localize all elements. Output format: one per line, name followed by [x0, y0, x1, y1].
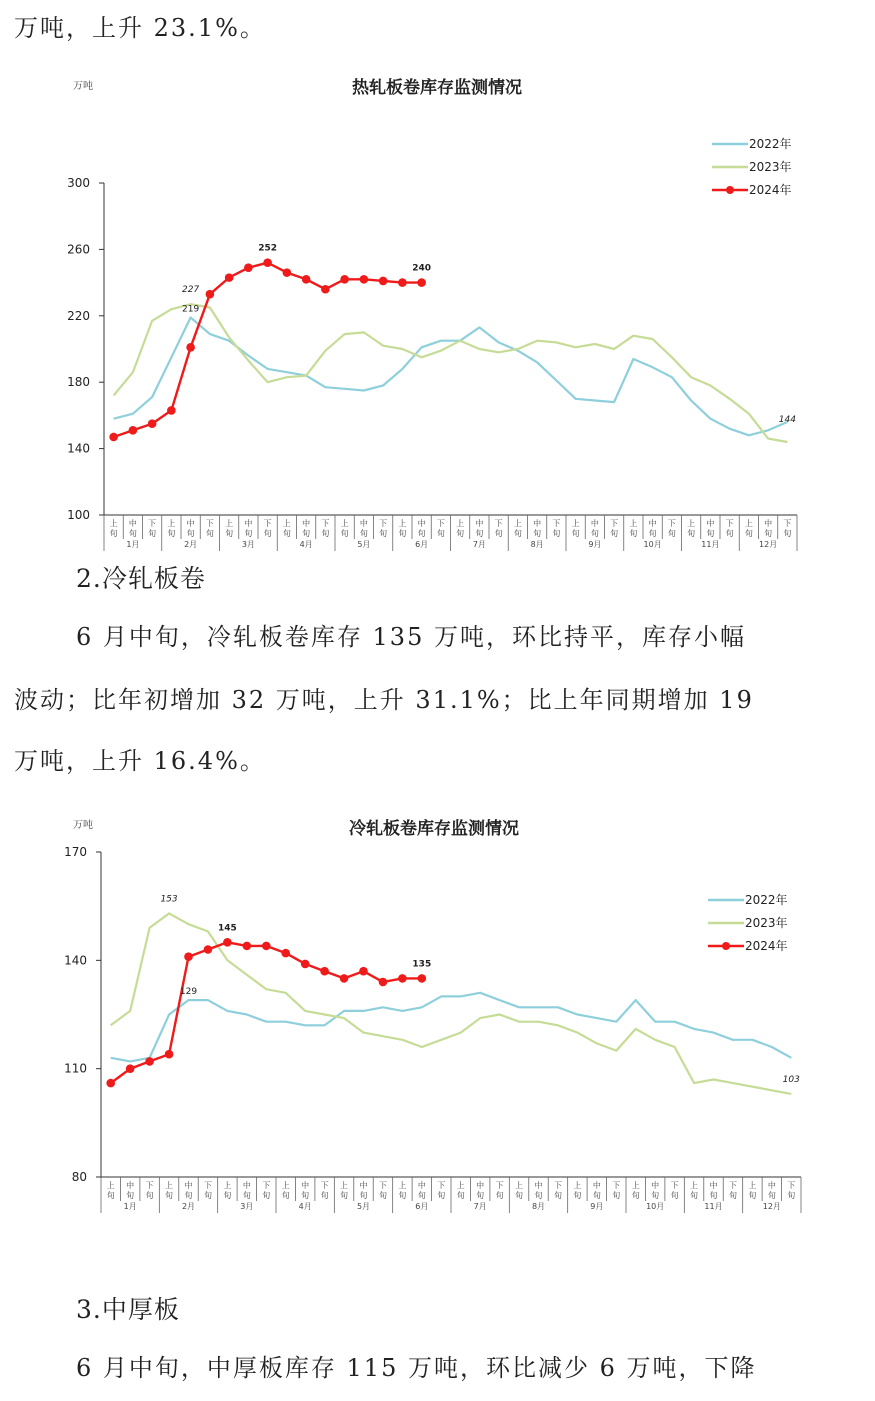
x-tick-label: 上	[748, 1181, 757, 1190]
x-tick-label: 旬	[436, 529, 445, 538]
x-tick-label: 旬	[417, 529, 426, 538]
data-point	[360, 275, 369, 284]
x-tick-label: 中	[417, 519, 426, 528]
x-month-label: 5月	[357, 540, 371, 549]
x-tick-label: 上	[223, 1181, 232, 1190]
x-month-label: 7月	[473, 1202, 487, 1211]
data-point	[418, 974, 427, 983]
series-line-2	[114, 304, 788, 442]
x-tick-label: 下	[436, 519, 445, 528]
series-line-3	[114, 263, 422, 437]
x-tick-label: 下	[553, 1181, 562, 1190]
x-tick-label: 旬	[242, 1191, 251, 1200]
legend-label: 2024年	[745, 939, 788, 953]
data-label: 219	[182, 304, 200, 315]
x-month-label: 1月	[123, 1202, 137, 1211]
x-tick-label: 旬	[610, 529, 619, 538]
x-tick-label: 下	[379, 519, 388, 528]
x-tick-label: 下	[552, 519, 561, 528]
data-point	[398, 278, 407, 287]
hot-rolled-chart	[0, 65, 875, 565]
x-tick-label: 下	[145, 1181, 154, 1190]
x-tick-label: 旬	[321, 529, 330, 538]
data-point	[320, 967, 329, 976]
x-tick-label: 旬	[709, 1191, 718, 1200]
x-tick-label: 下	[725, 519, 734, 528]
x-tick-label: 旬	[205, 529, 214, 538]
x-tick-label: 中	[592, 1181, 601, 1190]
x-tick-label: 旬	[648, 529, 657, 538]
x-tick-label: 中	[301, 1181, 310, 1190]
data-point	[206, 290, 215, 299]
x-tick-label: 下	[495, 1181, 504, 1190]
x-month-label: 10月	[646, 1202, 665, 1211]
x-tick-label: 旬	[225, 529, 234, 538]
x-tick-label: 上	[513, 519, 522, 528]
x-tick-label: 旬	[145, 1191, 154, 1200]
data-point	[148, 419, 157, 428]
cold-rolled-chart	[0, 800, 875, 1220]
x-tick-label: 旬	[667, 529, 676, 538]
cold-paragraph-line-1: 6 月中旬，冷轧板卷库存 135 万吨，环比持平，库存小幅	[76, 623, 746, 651]
x-tick-label: 旬	[728, 1191, 737, 1200]
x-month-label: 10月	[643, 540, 662, 549]
x-month-label: 3月	[241, 540, 255, 549]
data-label: 227	[182, 285, 200, 296]
x-tick-label: 旬	[748, 1191, 757, 1200]
x-tick-label: 旬	[379, 529, 388, 538]
x-tick-label: 下	[728, 1181, 737, 1190]
x-tick-label: 中	[648, 519, 657, 528]
x-tick-label: 中	[767, 1181, 776, 1190]
data-point	[359, 967, 368, 976]
y-axis-unit: 万吨	[73, 81, 93, 92]
x-tick-label: 旬	[552, 529, 561, 538]
x-tick-label: 上	[456, 1181, 465, 1190]
x-tick-label: 上	[456, 519, 465, 528]
chart-title: 热轧板卷库存监测情况	[352, 78, 522, 98]
data-label: 129	[179, 987, 198, 998]
x-tick-label: 旬	[340, 529, 349, 538]
x-tick-label: 中	[534, 1181, 543, 1190]
data-point	[302, 275, 311, 284]
x-tick-label: 下	[667, 519, 676, 528]
data-label: 135	[412, 959, 432, 970]
x-tick-label: 旬	[687, 529, 696, 538]
data-point	[301, 960, 310, 969]
x-tick-label: 中	[764, 519, 773, 528]
legend-label: 2023年	[749, 160, 792, 174]
y-tick-label: 100	[67, 508, 90, 522]
data-point	[243, 942, 252, 951]
data-point	[340, 974, 349, 983]
y-tick-label: 140	[64, 953, 87, 968]
x-tick-label: 旬	[515, 1191, 524, 1200]
x-tick-label: 旬	[223, 1191, 232, 1200]
data-point	[417, 278, 426, 287]
data-point	[340, 275, 349, 284]
x-tick-label: 中	[126, 1181, 135, 1190]
data-point	[281, 949, 290, 958]
x-tick-label: 旬	[670, 1191, 679, 1200]
x-tick-label: 旬	[787, 1191, 796, 1200]
y-tick-label: 300	[67, 176, 90, 190]
x-tick-label: 下	[787, 1181, 796, 1190]
data-point	[204, 945, 213, 954]
x-tick-label: 下	[148, 519, 157, 528]
x-tick-label: 旬	[359, 1191, 368, 1200]
data-point	[129, 426, 138, 435]
x-tick-label: 中	[128, 519, 137, 528]
x-tick-label: 旬	[690, 1191, 699, 1200]
data-point	[167, 406, 176, 415]
x-tick-label: 上	[571, 519, 580, 528]
x-tick-label: 中	[417, 1181, 426, 1190]
x-tick-label: 上	[690, 1181, 699, 1190]
x-tick-label: 下	[263, 519, 272, 528]
x-month-label: 6月	[415, 540, 429, 549]
x-tick-label: 旬	[456, 1191, 465, 1200]
data-label: 103	[782, 1074, 800, 1085]
x-tick-label: 中	[186, 519, 195, 528]
y-tick-label: 140	[67, 441, 90, 456]
data-label: 240	[412, 263, 432, 274]
data-point	[186, 343, 195, 352]
data-point	[321, 285, 330, 294]
x-tick-label: 旬	[573, 1191, 582, 1200]
x-tick-label: 旬	[612, 1191, 621, 1200]
x-tick-label: 旬	[744, 529, 753, 538]
x-tick-label: 旬	[592, 1191, 601, 1200]
x-tick-label: 旬	[533, 529, 542, 538]
x-month-label: 2月	[181, 1202, 196, 1211]
data-point	[262, 942, 271, 951]
x-tick-label: 旬	[203, 1191, 212, 1200]
data-label: 144	[778, 414, 796, 425]
x-tick-label: 旬	[281, 1191, 290, 1200]
x-tick-label: 中	[244, 519, 253, 528]
x-tick-label: 旬	[571, 529, 580, 538]
x-tick-label: 下	[610, 519, 619, 528]
x-month-label: 12月	[759, 540, 778, 549]
x-month-label: 12月	[762, 1202, 781, 1211]
x-month-label: 4月	[299, 540, 313, 549]
legend-marker	[726, 186, 734, 194]
x-tick-label: 旬	[320, 1191, 329, 1200]
y-tick-label: 80	[71, 1170, 87, 1184]
x-tick-label: 上	[744, 519, 753, 528]
x-tick-label: 中	[475, 519, 484, 528]
x-tick-label: 中	[590, 519, 599, 528]
x-tick-label: 下	[262, 1181, 271, 1190]
x-tick-label: 上	[282, 519, 291, 528]
x-tick-label: 上	[515, 1181, 524, 1190]
x-tick-label: 旬	[783, 529, 792, 538]
x-tick-label: 旬	[148, 529, 157, 538]
x-tick-label: 上	[109, 519, 118, 528]
x-tick-label: 旬	[359, 529, 368, 538]
x-tick-label: 中	[184, 1181, 193, 1190]
y-tick-label: 110	[64, 1061, 87, 1076]
x-tick-label: 上	[687, 519, 696, 528]
x-month-label: 11月	[704, 1202, 723, 1211]
x-month-label: 8月	[531, 1202, 546, 1211]
x-tick-label: 中	[359, 1181, 368, 1190]
x-tick-label: 旬	[534, 1191, 543, 1200]
x-tick-label: 下	[437, 1181, 446, 1190]
y-tick-label: 220	[67, 308, 90, 323]
x-tick-label: 旬	[184, 1191, 193, 1200]
data-point	[223, 938, 232, 947]
x-tick-label: 旬	[263, 529, 272, 538]
x-month-label: 5月	[356, 1202, 371, 1211]
x-tick-label: 上	[398, 519, 407, 528]
data-point	[379, 978, 388, 987]
chart-title: 冷轧板卷库存监测情况	[349, 819, 519, 839]
series-line-3	[111, 942, 422, 1083]
x-tick-label: 旬	[553, 1191, 562, 1200]
x-tick-label: 旬	[767, 1191, 776, 1200]
x-tick-label: 中	[242, 1181, 251, 1190]
x-tick-label: 上	[340, 1181, 349, 1190]
x-tick-label: 旬	[244, 529, 253, 538]
legend-label: 2023年	[745, 916, 788, 930]
x-tick-label: 旬	[706, 529, 715, 538]
x-tick-label: 旬	[167, 529, 176, 538]
data-point	[126, 1064, 135, 1073]
data-point	[283, 268, 292, 277]
x-month-label: 9月	[590, 1202, 604, 1211]
x-tick-label: 旬	[301, 1191, 310, 1200]
x-tick-label: 旬	[725, 529, 734, 538]
data-point	[225, 273, 234, 282]
top-line: 万吨，上升 23.1%。	[14, 14, 266, 42]
x-tick-label: 上	[573, 1181, 582, 1190]
x-tick-label: 旬	[340, 1191, 349, 1200]
x-tick-label: 上	[340, 519, 349, 528]
cold-paragraph-line-2: 波动；比年初增加 32 万吨，上升 31.1%；比上年同期增加 19	[14, 686, 754, 714]
x-tick-label: 旬	[764, 529, 773, 538]
medium-paragraph-line-1: 6 月中旬，中厚板库存 115 万吨，环比减少 6 万吨，下降	[76, 1354, 757, 1382]
x-tick-label: 旬	[398, 529, 407, 538]
x-month-label: 4月	[298, 1202, 312, 1211]
x-month-label: 1月	[126, 540, 140, 549]
x-tick-label: 下	[612, 1181, 621, 1190]
x-tick-label: 中	[706, 519, 715, 528]
legend-label: 2024年	[749, 183, 792, 197]
x-tick-label: 中	[709, 1181, 718, 1190]
data-point	[379, 277, 388, 286]
x-tick-label: 下	[321, 519, 330, 528]
x-tick-label: 旬	[417, 1191, 426, 1200]
data-point	[244, 263, 253, 272]
data-point	[263, 258, 272, 267]
x-tick-label: 中	[476, 1181, 485, 1190]
legend-label: 2022年	[749, 137, 792, 151]
x-tick-label: 上	[106, 1181, 115, 1190]
x-tick-label: 旬	[128, 529, 137, 538]
y-tick-label: 180	[67, 375, 90, 390]
x-tick-label: 下	[320, 1181, 329, 1190]
x-month-label: 6月	[415, 1202, 429, 1211]
y-axis-unit: 万吨	[73, 820, 93, 831]
x-tick-label: 旬	[629, 529, 638, 538]
x-month-label: 8月	[530, 540, 544, 549]
x-tick-label: 旬	[651, 1191, 660, 1200]
data-point	[106, 1079, 115, 1088]
x-tick-label: 旬	[495, 1191, 504, 1200]
data-point	[398, 974, 407, 983]
y-tick-label: 170	[64, 845, 87, 859]
x-tick-label: 下	[378, 1181, 387, 1190]
x-tick-label: 上	[631, 1181, 640, 1190]
x-tick-label: 上	[165, 1181, 174, 1190]
legend-marker	[722, 942, 730, 950]
x-tick-label: 旬	[437, 1191, 446, 1200]
x-tick-label: 旬	[126, 1191, 135, 1200]
x-tick-label: 中	[651, 1181, 660, 1190]
x-tick-label: 上	[629, 519, 638, 528]
section-heading-medium: 3.中厚板	[76, 1295, 180, 1324]
x-tick-label: 下	[205, 519, 214, 528]
x-tick-label: 旬	[186, 529, 195, 538]
data-point	[184, 952, 193, 961]
x-tick-label: 旬	[165, 1191, 174, 1200]
x-tick-label: 中	[302, 519, 311, 528]
x-tick-label: 下	[203, 1181, 212, 1190]
data-label: 252	[258, 243, 278, 254]
series-line-1	[114, 318, 788, 436]
x-tick-label: 中	[533, 519, 542, 528]
data-point	[109, 433, 118, 442]
cold-paragraph-line-3: 万吨，上升 16.4%。	[14, 747, 266, 775]
x-tick-label: 旬	[475, 529, 484, 538]
x-tick-label: 下	[494, 519, 503, 528]
data-label: 145	[217, 923, 237, 934]
x-tick-label: 下	[783, 519, 792, 528]
x-month-label: 3月	[240, 1202, 254, 1211]
x-month-label: 11月	[701, 540, 720, 549]
legend-label: 2022年	[745, 893, 788, 907]
x-tick-label: 上	[225, 519, 234, 528]
x-tick-label: 旬	[302, 529, 311, 538]
x-tick-label: 旬	[109, 529, 118, 538]
x-tick-label: 旬	[378, 1191, 387, 1200]
x-tick-label: 旬	[476, 1191, 485, 1200]
x-tick-label: 旬	[106, 1191, 115, 1200]
x-month-label: 9月	[588, 540, 602, 549]
x-tick-label: 上	[281, 1181, 290, 1190]
x-tick-label: 旬	[590, 529, 599, 538]
x-tick-label: 旬	[456, 529, 465, 538]
y-tick-label: 260	[67, 242, 90, 257]
data-point	[165, 1050, 174, 1059]
x-month-label: 7月	[472, 540, 486, 549]
x-tick-label: 上	[398, 1181, 407, 1190]
x-tick-label: 旬	[494, 529, 503, 538]
x-tick-label: 旬	[631, 1191, 640, 1200]
x-tick-label: 旬	[262, 1191, 271, 1200]
series-line-1	[111, 993, 792, 1062]
x-tick-label: 旬	[513, 529, 522, 538]
data-label: 153	[160, 894, 178, 905]
x-month-label: 2月	[184, 540, 198, 549]
x-tick-label: 旬	[282, 529, 291, 538]
x-tick-label: 中	[359, 519, 368, 528]
x-tick-label: 下	[670, 1181, 679, 1190]
x-tick-label: 旬	[398, 1191, 407, 1200]
x-tick-label: 上	[167, 519, 176, 528]
section-heading-cold: 2.冷轧板卷	[76, 564, 206, 593]
data-point	[145, 1057, 154, 1066]
